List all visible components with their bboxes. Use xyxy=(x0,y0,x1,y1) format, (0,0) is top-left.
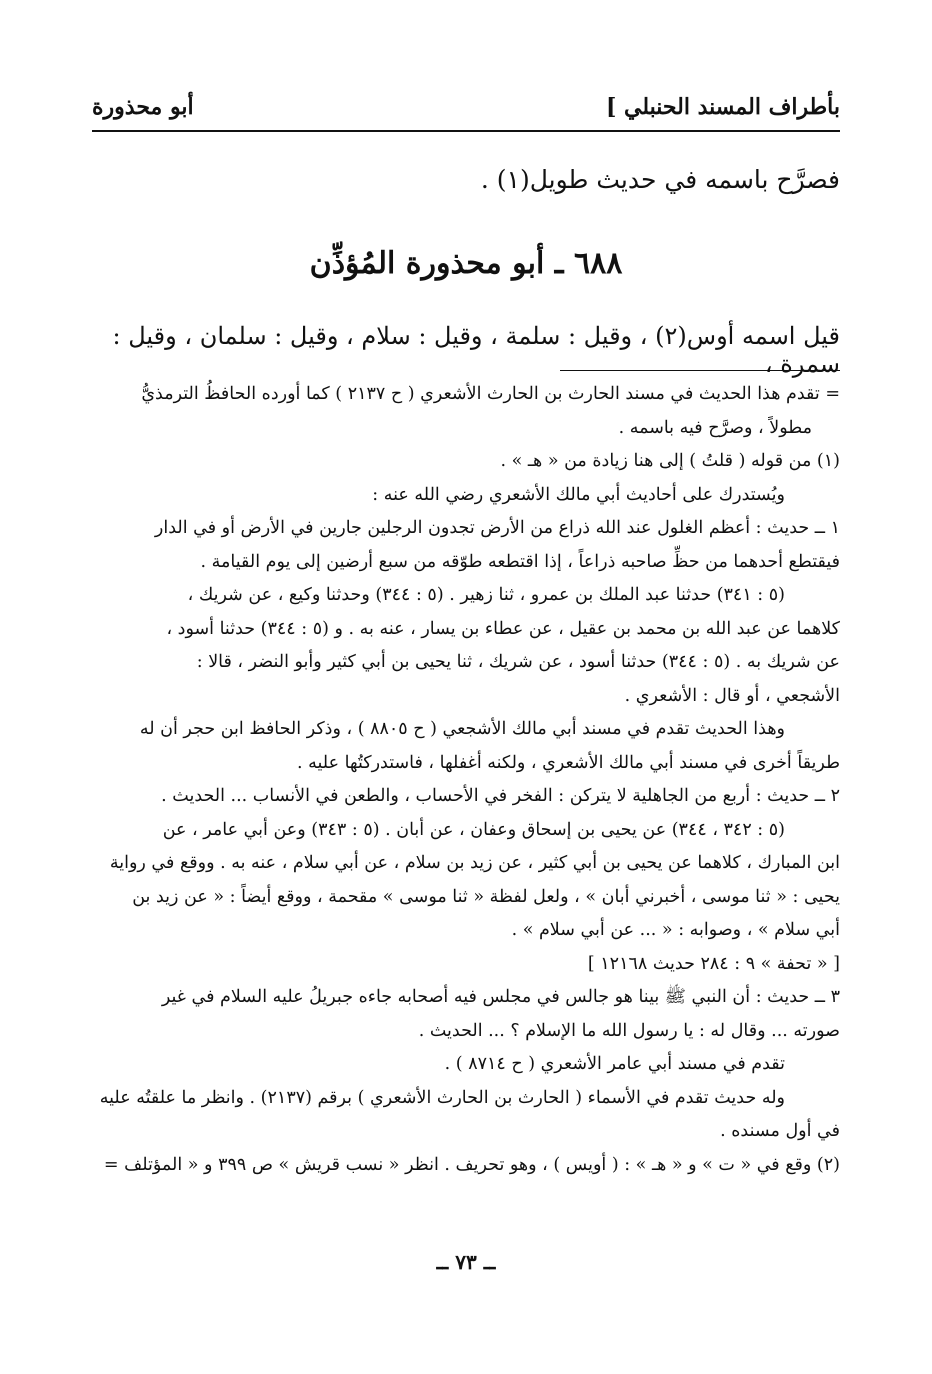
note-line: (١) من قوله ( قلتُ ) إلى هنا زيادة من « هـ » . xyxy=(500,451,840,471)
note-line: فيقتطع أحدهما من حظِّ صاحبه ذراعاً ، إذا اقتطعه طوّقه من سبع أرضين إلى يوم القيامة . xyxy=(200,551,840,572)
note-line: صورته ... وقال له : يا رسول الله ما الإسلام ؟ ... الحديث . xyxy=(418,1020,840,1041)
note-line: (٥ : ٣٤١) حدثنا عبد الملك بن عمرو ، ثنا زهير . (٥ : ٣٤٤) وحدثنا وكيع ، عن شريك ، xyxy=(187,585,785,605)
footnote-divider xyxy=(560,370,840,371)
note-line: في أول مسنده . xyxy=(720,1121,840,1141)
note-line: (٢) وقع في « ت » و « هـ » : ( أويس ) ، وهو تحريف . انظر « نسب قريش » ص ٣٩٩ و « المؤتلف = xyxy=(103,1154,840,1175)
note-line: وله حديث تقدم في الأسماء ( الحارث بن الحارث الأشعري ) برقم (٢١٣٧) . وانظر ما علقتُه عليه xyxy=(99,1087,785,1108)
entry-title: ٦٨٨ ـ أبو محذورة المُؤذِّن xyxy=(309,246,623,281)
note-line: تقدم في مسند أبي عامر الأشعري ( ح ٨٧١٤ ) . xyxy=(444,1054,785,1074)
note-line: الأشجعي ، أو قال : الأشعري . xyxy=(624,685,840,706)
header-section-title: أبو محذورة xyxy=(92,94,194,120)
note-line: ويُستدرك على أحاديث أبي مالك الأشعري رضي الله عنه : xyxy=(372,484,785,505)
note-line: (٥ : ٣٤٢ ، ٣٤٤) عن يحيى بن إسحاق وعفان ، عن أبان . (٥ : ٣٤٣) وعن أبي عامر ، عن xyxy=(162,819,785,840)
running-header xyxy=(92,90,840,132)
note-line: مطولاً ، وصرَّح فيه باسمه . xyxy=(618,417,812,438)
note-line: وهذا الحديث تقدم في مسند أبي مالك الأشجعي ( ح ٨٨٠٥ ) ، وذكر الحافظ ابن حجر أن له xyxy=(139,719,785,739)
note-line: يحيى : « ثنا موسى ، أخبرني أبان » ، ولعل لفظة « ثنا موسى » مقحمة ، ووقع أيضاً : « عن زيد بن xyxy=(132,886,840,907)
note-line: ٢ ــ حديث : أربع من الجاهلية لا يتركن : الفخر في الأحساب ، والطعن في الأنساب ... الحديث . xyxy=(161,786,840,806)
note-line: عن شريك به . (٥ : ٣٤٤) حدثنا أسود ، عن شريك ، ثنا يحيى بن أبي كثير وأبو النضر ، قالا : xyxy=(196,652,840,672)
footnotes xyxy=(92,378,840,1182)
header-book-title: بأطراف المسند الحنبلي ] xyxy=(605,94,840,120)
note-line: ٣ ــ حديث : أن النبي ﷺ بينا هو جالس في مجلس فيه أصحابه جاءه جبريلُ عليه السلام في غير xyxy=(161,987,840,1007)
intro-line: فصرَّح باسمه في حديث طويل(١) . xyxy=(480,165,840,194)
page-number: ــ ٧٣ ــ xyxy=(436,1250,496,1274)
note-line: = تقدم هذا الحديث في مسند الحارث بن الحارث الأشعري ( ح ٢١٣٧ ) كما أورده الحافظُ الترمذيُّ xyxy=(141,384,840,404)
note-line: [ « تحفة » ٩ : ٢٨٤ حديث ١٢١٦٨ ] xyxy=(587,953,840,974)
note-line: ابن المبارك ، كلاهما عن يحيى بن أبي كثير ، عن زيد بن سلام ، عن أبي سلام ، عنه به . ووقع في رواية xyxy=(109,853,840,873)
note-line: طريقاً أخرى في مسند أبي مالك الأشعري ، ولكنه أغفلها ، فاستدركتُها عليه . xyxy=(296,752,840,773)
note-line: ١ ــ حديث : أعظم الغلول عند الله ذراع من الأرض تجدون الرجلين جارين في الأرض أو في الدار xyxy=(154,518,840,538)
note-line: أبي سلام » ، وصوابه : « ... عن أبي سلام » . xyxy=(511,920,840,940)
note-line: كلاهما عن عبد الله بن محمد بن عقيل ، عن عطاء بن يسار ، عنه به . و (٥ : ٣٤٤) حدثنا أسود ، xyxy=(166,618,840,639)
entry-first-line: قيل اسمه أوس(٢) ، وقيل : سلمة ، وقيل : سلام ، وقيل : سلمان ، وقيل : سمرة ، xyxy=(112,322,840,378)
